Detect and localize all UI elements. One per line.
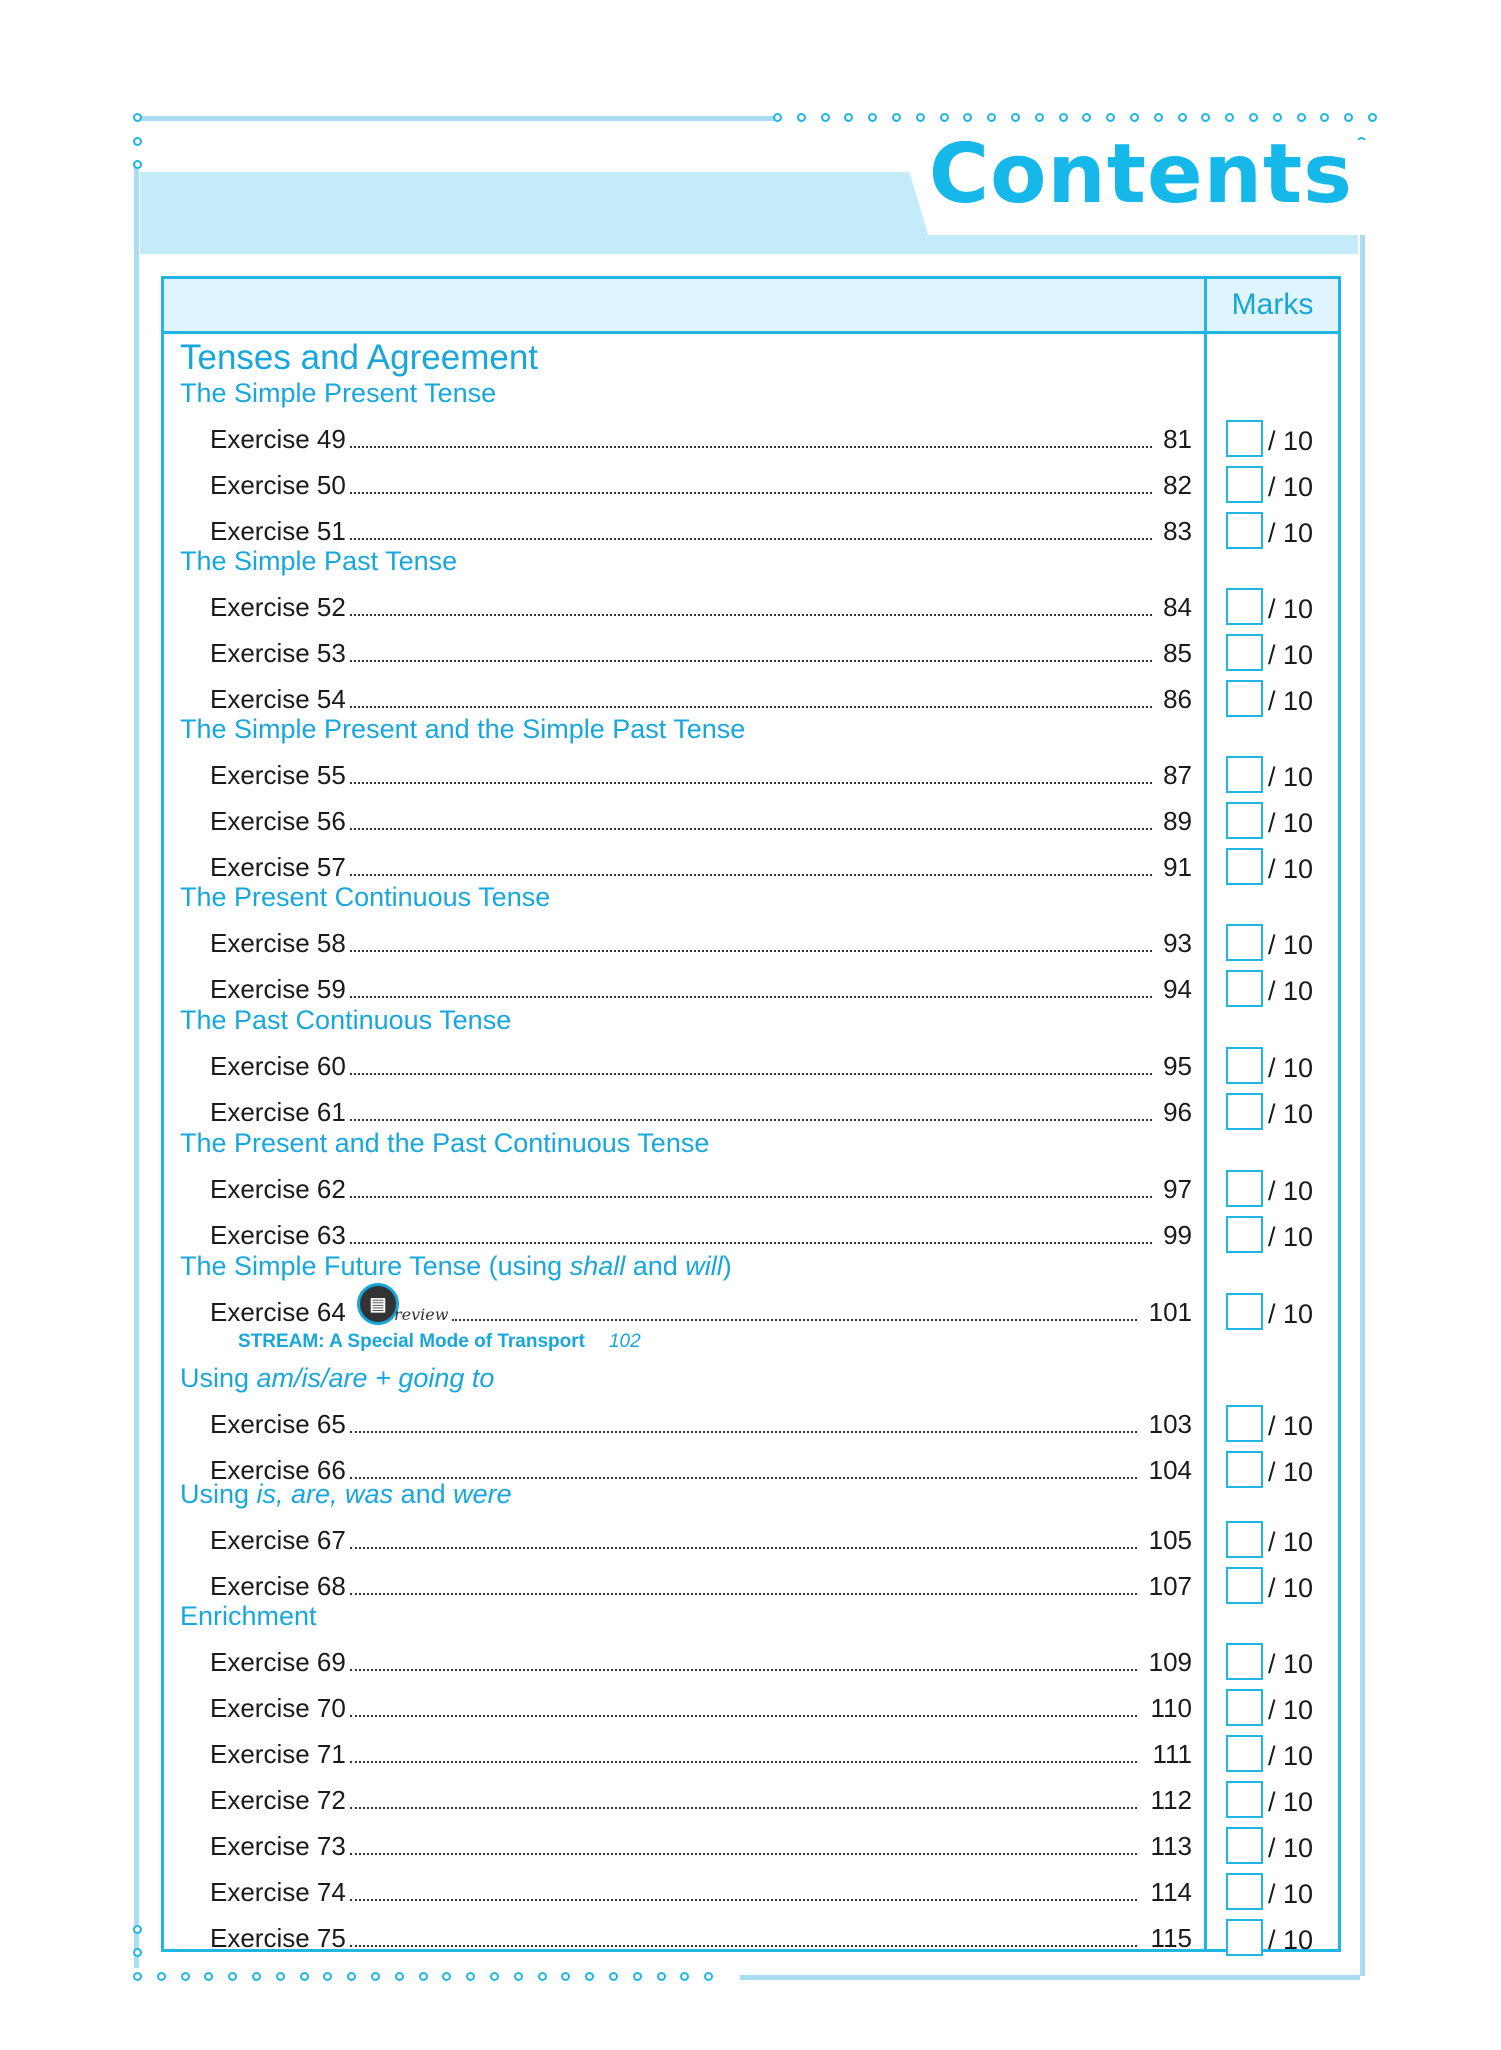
marks-input-box[interactable] [1226, 634, 1263, 671]
frame-dot [704, 1972, 713, 1981]
dot-leader [350, 1715, 1137, 1717]
exercise-row[interactable] [164, 420, 1338, 464]
exercise-row[interactable] [164, 1521, 1338, 1565]
exercise-label: Exercise 58 [210, 928, 346, 958]
dot-leader [350, 1945, 1137, 1947]
page-number: 96 [1163, 1097, 1192, 1127]
table-header [164, 279, 1338, 334]
marks-total: / 10 [1268, 1176, 1314, 1206]
dot-leader [350, 1761, 1137, 1763]
page-number: 95 [1163, 1051, 1192, 1081]
exercise-label: Exercise 51 [210, 516, 346, 546]
page-number: 99 [1163, 1220, 1192, 1250]
exercise-label: Exercise 67 [210, 1525, 346, 1555]
page-number: 105 [1148, 1525, 1192, 1555]
marks-total: / 10 [1268, 1649, 1314, 1679]
section-heading-part: Using [180, 1363, 257, 1393]
section-heading-part: and [625, 1251, 686, 1281]
page-number: 113 [1150, 1831, 1192, 1861]
marks-total: / 10 [1268, 1787, 1314, 1817]
exercise-label: Exercise 52 [210, 592, 346, 622]
dot-leader [350, 1242, 1152, 1244]
marks-input-box[interactable] [1226, 1735, 1263, 1772]
dot-leader [350, 1119, 1152, 1121]
page-number: 114 [1150, 1877, 1192, 1907]
marks-total: / 10 [1268, 1411, 1314, 1441]
page-number: 112 [1150, 1785, 1192, 1815]
corner-dot [133, 137, 142, 146]
frame-bottom-line [740, 1975, 1360, 1980]
exercise-row[interactable] [164, 1919, 1338, 1963]
dot-leader [350, 1807, 1137, 1809]
frame-dot [773, 113, 782, 122]
frame-dot [633, 1972, 642, 1981]
exercise-label: Exercise 61 [210, 1097, 346, 1127]
exercise-label: Exercise 70 [210, 1693, 346, 1723]
marks-total: / 10 [1268, 1695, 1314, 1725]
marks-total: / 10 [1268, 976, 1314, 1006]
marks-total: / 10 [1268, 426, 1314, 456]
dot-leader [350, 1196, 1152, 1198]
page-title: Contents [928, 127, 1353, 222]
marks-total: / 10 [1268, 1741, 1314, 1771]
corner-dot [133, 1948, 142, 1957]
frame-dot [1344, 113, 1353, 122]
section-heading-part: am/is/are + going to [256, 1363, 495, 1393]
preview-label: review [394, 1305, 449, 1324]
marks-total: / 10 [1268, 930, 1314, 960]
frame-dot [657, 1972, 666, 1981]
marks-input-box[interactable] [1226, 848, 1263, 885]
marks-input-box[interactable] [1226, 1567, 1263, 1604]
dot-leader [350, 950, 1152, 952]
section-heading-part: is, are, was [256, 1479, 394, 1509]
exercise-row[interactable] [164, 634, 1338, 678]
frame-dot [1082, 113, 1091, 122]
exercise-label: Exercise 50 [210, 470, 346, 500]
stream-page-number: 102 [608, 1331, 641, 1352]
dot-leader [452, 1319, 1137, 1321]
exercise-label: Exercise 57 [210, 852, 346, 882]
section-heading-part: will [685, 1251, 723, 1281]
frame-dot [204, 1972, 213, 1981]
section-heading-part: Using [180, 1479, 257, 1509]
section-heading [180, 1007, 511, 1034]
marks-total: / 10 [1268, 762, 1314, 792]
frame-dot [1154, 113, 1163, 122]
exercise-label: Exercise 74 [210, 1877, 346, 1907]
exercise-label: Exercise 60 [210, 1051, 346, 1081]
section-heading [180, 1603, 317, 1630]
frame-dot [940, 113, 949, 122]
exercise-label: Exercise 55 [210, 760, 346, 790]
marks-total: / 10 [1268, 1879, 1314, 1909]
page-number: 81 [1163, 424, 1192, 454]
section-heading [180, 716, 745, 743]
frame-dot [987, 113, 996, 122]
exercise-row[interactable] [164, 756, 1338, 800]
corner-dot [133, 1925, 142, 1934]
exercise-row[interactable] [164, 802, 1338, 846]
marks-input-box[interactable] [1226, 588, 1263, 625]
frame-left-line [134, 168, 139, 1968]
marks-total: / 10 [1268, 1527, 1314, 1557]
marks-input-box[interactable] [1226, 1405, 1263, 1442]
frame-dot [538, 1972, 547, 1981]
frame-dot [916, 113, 925, 122]
section-heading-part: The Present Continuous Tense [180, 882, 551, 912]
frame-dot [1178, 113, 1187, 122]
dot-leader [350, 706, 1152, 708]
frame-dot [133, 1972, 142, 1981]
marks-input-box[interactable] [1226, 512, 1263, 549]
exercise-row[interactable] [164, 1170, 1338, 1214]
dots-bottom [133, 1972, 728, 1981]
marks-input-box[interactable] [1226, 756, 1263, 793]
section-heading-part: The Present and the Past Continuous Tense [180, 1128, 710, 1158]
frame-dot [252, 1972, 261, 1981]
exercise-label: Exercise 65 [210, 1409, 346, 1439]
frame-dot [276, 1972, 285, 1981]
exercise-row[interactable] [164, 588, 1338, 632]
page-number: 111 [1152, 1739, 1192, 1769]
dot-leader [350, 1073, 1152, 1075]
exercise-label: Exercise 53 [210, 638, 346, 668]
stream-activity[interactable] [238, 1331, 641, 1353]
marks-total: / 10 [1268, 1925, 1314, 1955]
frame-dot [395, 1972, 404, 1981]
section-heading [180, 1253, 732, 1280]
section-heading [180, 548, 457, 575]
marks-input-box[interactable] [1226, 1293, 1263, 1330]
page-number: 101 [1148, 1297, 1192, 1327]
marks-total: / 10 [1268, 808, 1314, 838]
frame-dot [868, 113, 877, 122]
dot-leader [350, 1593, 1137, 1595]
page-number: 91 [1163, 852, 1192, 882]
dots-top [773, 113, 1392, 122]
marks-input-box[interactable] [1226, 1521, 1263, 1558]
page-number: 94 [1163, 974, 1192, 1004]
frame-dot [419, 1972, 428, 1981]
frame-dot [963, 113, 972, 122]
marks-total: / 10 [1268, 594, 1314, 624]
exercise-row[interactable] [164, 1405, 1338, 1449]
marks-total: / 10 [1268, 472, 1314, 502]
dot-leader [350, 1669, 1137, 1671]
dot-leader [350, 874, 1152, 876]
frame-dot [1011, 113, 1020, 122]
dot-leader [350, 1853, 1137, 1855]
page-number: 115 [1150, 1923, 1192, 1953]
frame-dot [1297, 113, 1306, 122]
frame-dot [585, 1972, 594, 1981]
page-number: 110 [1150, 1693, 1192, 1723]
marks-input-box[interactable] [1226, 1451, 1263, 1488]
page-number: 107 [1148, 1571, 1192, 1601]
marks-column-header: Marks [1231, 288, 1314, 321]
exercise-label: Exercise 56 [210, 806, 346, 836]
frame-dot [680, 1972, 689, 1981]
marks-total: / 10 [1268, 518, 1314, 548]
frame-dot [323, 1972, 332, 1981]
frame-dot [609, 1972, 618, 1981]
marks-input-box[interactable] [1226, 466, 1263, 503]
marks-input-box[interactable] [1226, 1170, 1263, 1207]
dot-leader [350, 660, 1152, 662]
marks-total: / 10 [1268, 1053, 1314, 1083]
section-heading [180, 1130, 709, 1157]
frame-dot [1106, 113, 1115, 122]
exercise-label: Exercise 64 [210, 1297, 346, 1327]
frame-dot [442, 1972, 451, 1981]
marks-total: / 10 [1268, 1299, 1314, 1329]
section-heading [180, 1365, 494, 1392]
exercise-row[interactable] [164, 1643, 1338, 1687]
page-number: 82 [1163, 470, 1192, 500]
exercise-row[interactable] [164, 1873, 1338, 1917]
exercise-label: Exercise 73 [210, 1831, 346, 1861]
exercise-label: Exercise 49 [210, 424, 346, 454]
marks-input-box[interactable] [1226, 420, 1263, 457]
section-heading-part: were [453, 1479, 512, 1509]
exercise-label: Exercise 66 [210, 1455, 346, 1485]
exercise-row[interactable] [164, 466, 1338, 510]
marks-input-box[interactable] [1226, 1781, 1263, 1818]
page-number: 93 [1163, 928, 1192, 958]
frame-dot [181, 1972, 190, 1981]
section-heading-part: and [393, 1479, 454, 1509]
frame-dot [157, 1972, 166, 1981]
marks-total: / 10 [1268, 1833, 1314, 1863]
exercise-label: Exercise 59 [210, 974, 346, 1004]
dot-leader [350, 446, 1152, 448]
frame-dot [561, 1972, 570, 1981]
frame-dot [1201, 113, 1210, 122]
exercise-row[interactable] [164, 1781, 1338, 1825]
frame-dot [514, 1972, 523, 1981]
marks-input-box[interactable] [1226, 1873, 1263, 1910]
frame-dot [1059, 113, 1068, 122]
frame-dot [300, 1972, 309, 1981]
section-heading-part: The Simple Present and the Simple Past Tense [180, 714, 746, 744]
page-number: 87 [1163, 760, 1192, 790]
marks-total: / 10 [1268, 640, 1314, 670]
exercise-row[interactable] [164, 1689, 1338, 1733]
exercise-label: Exercise 72 [210, 1785, 346, 1815]
frame-dot [228, 1972, 237, 1981]
section-heading-part: The Simple Past Tense [180, 546, 458, 576]
marks-total: / 10 [1268, 1457, 1314, 1487]
section-heading-part: ) [722, 1251, 732, 1281]
page-number: 103 [1148, 1409, 1192, 1439]
frame-dot [1320, 113, 1329, 122]
frame-dot [1368, 113, 1377, 122]
dot-leader [350, 782, 1152, 784]
page-number: 85 [1163, 638, 1192, 668]
section-heading-part: The Past Continuous Tense [180, 1005, 512, 1035]
frame-dot [1249, 113, 1258, 122]
exercise-label: Exercise 54 [210, 684, 346, 714]
dot-leader [350, 538, 1152, 540]
preview-icon[interactable]: ▤ [357, 1283, 399, 1325]
marks-input-box[interactable] [1226, 802, 1263, 839]
frame-right-line [1360, 176, 1365, 1976]
marks-total: / 10 [1268, 1573, 1314, 1603]
marks-input-box[interactable] [1226, 924, 1263, 961]
section-heading [180, 884, 550, 911]
dot-leader [350, 996, 1152, 998]
frame-dot [371, 1972, 380, 1981]
dot-leader [350, 1547, 1137, 1549]
marks-total: / 10 [1268, 1099, 1314, 1129]
frame-top-line [140, 116, 780, 121]
section-heading-part: The Simple Present Tense [180, 378, 497, 408]
marks-input-box[interactable] [1226, 1643, 1263, 1680]
page-number: 97 [1163, 1174, 1192, 1204]
page-number: 109 [1148, 1647, 1192, 1677]
dot-leader [350, 1431, 1137, 1433]
frame-dot [821, 113, 830, 122]
marks-input-box[interactable] [1226, 1919, 1263, 1956]
marks-total: / 10 [1268, 1222, 1314, 1252]
frame-dot [844, 113, 853, 122]
marks-input-box[interactable] [1226, 1093, 1263, 1130]
stream-label: STREAM: A Special Mode of Transport [238, 1331, 585, 1352]
exercise-label: Exercise 68 [210, 1571, 346, 1601]
frame-dot [1225, 113, 1234, 122]
marks-input-box[interactable] [1226, 970, 1263, 1007]
exercise-label: Exercise 71 [210, 1739, 346, 1769]
unit-title: Tenses and Agreement [180, 338, 539, 377]
exercise-label: Exercise 69 [210, 1647, 346, 1677]
page-number: 83 [1163, 516, 1192, 546]
corner-dot [133, 160, 142, 169]
marks-input-box[interactable] [1226, 680, 1263, 717]
corner-dot [133, 113, 142, 122]
frame-dot [892, 113, 901, 122]
frame-dot [1273, 113, 1282, 122]
exercise-row[interactable] [164, 1827, 1338, 1871]
frame-dot [466, 1972, 475, 1981]
exercise-row[interactable] [164, 924, 1338, 968]
marks-total: / 10 [1268, 686, 1314, 716]
page-number: 89 [1163, 806, 1192, 836]
marks-total: / 10 [1268, 854, 1314, 884]
exercise-label: Exercise 62 [210, 1174, 346, 1204]
contents-table [161, 276, 1341, 1955]
exercise-row[interactable] [164, 1735, 1338, 1779]
frame-dot [347, 1972, 356, 1981]
page-number: 86 [1163, 684, 1192, 714]
frame-dot [1130, 113, 1139, 122]
dot-leader [350, 614, 1152, 616]
exercise-row[interactable] [164, 1567, 1338, 1611]
dot-leader [350, 492, 1152, 494]
marks-input-box[interactable] [1226, 1216, 1263, 1253]
section-heading-part: Enrichment [180, 1601, 317, 1631]
marks-input-box[interactable] [1226, 1689, 1263, 1726]
exercise-label: Exercise 75 [210, 1923, 346, 1953]
marks-input-box[interactable] [1226, 1047, 1263, 1084]
frame-dot [1035, 113, 1044, 122]
section-heading [180, 380, 496, 407]
section-heading-part: shall [569, 1251, 626, 1281]
frame-dot [490, 1972, 499, 1981]
dot-leader [350, 828, 1152, 830]
exercise-row[interactable] [164, 1047, 1338, 1091]
page-number: 84 [1163, 592, 1192, 622]
exercise-label: Exercise 63 [210, 1220, 346, 1250]
page-number: 104 [1148, 1455, 1192, 1485]
section-heading-part: The Simple Future Tense (using [180, 1251, 570, 1281]
section-heading [180, 1481, 512, 1508]
dot-leader [350, 1899, 1137, 1901]
frame-dot [797, 113, 806, 122]
marks-input-box[interactable] [1226, 1827, 1263, 1864]
